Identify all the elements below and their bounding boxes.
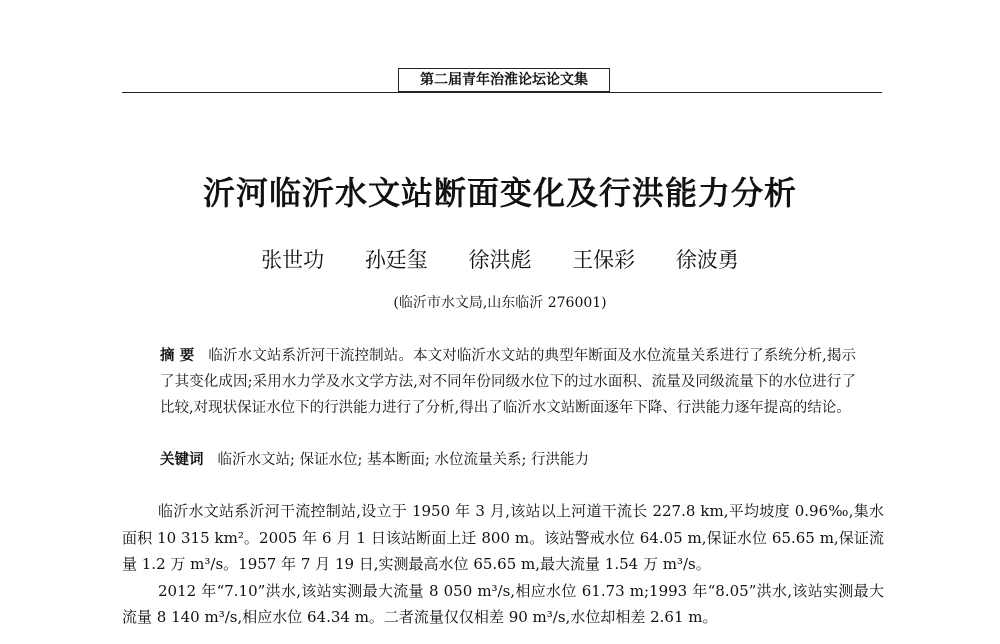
series-header: 第二届青年治淮论坛论文集 [398, 68, 610, 92]
author: 徐洪彪 [468, 248, 532, 272]
affiliation: (临沂市水文局,山东临沂 276001) [393, 295, 607, 311]
keywords-label: 关键词 [160, 452, 204, 468]
author: 徐波勇 [675, 248, 739, 272]
header-rule [122, 92, 882, 93]
author-list [0, 244, 1000, 274]
paper-title: 沂河临沂水文站断面变化及行洪能力分析 [202, 174, 797, 212]
abstract-text: 临沂水文站系沂河干流控制站。本文对临沂水文站的典型年断面及水位流量关系进行了系统分析,揭示了其变化成因;采用水力学及水文学方法,对不同年份同级水位下的过水面积、流量及同级流量下的水位进行了比较,对现状保证水位下的行洪能力进行了分析,得出了临沂水文站断面逐年下降、行洪能力逐年提高的结论。 [160, 348, 856, 416]
author: 孙廷玺 [364, 248, 428, 272]
body-text [122, 498, 884, 631]
abstract-label: 摘 要 [160, 348, 195, 364]
keywords [160, 447, 856, 473]
author: 王保彩 [572, 248, 636, 272]
author: 张世功 [261, 248, 325, 272]
body-paragraph: 临沂水文站系沂河干流控制站,设立于 1950 年 3 月,该站以上河道干流长 227.8 km,平均坡度 0.96‰,集水面积 10 315 km²。2005 年 6 月 1 日该站断面上迁 800 m。该站警戒水位 64.05 m,保证水位 65.65 m,保证流量 1.2 万 m³/s。1957 年 7 月 19 日,实测最高水位 65.65 m,最大流量 1.54 万 m³/s。 [122, 502, 884, 573]
keywords-text: 临沂水文站; 保证水位; 基本断面; 水位流量关系; 行洪能力 [217, 452, 589, 468]
abstract [160, 343, 856, 421]
body-paragraph: 2012 年“7.10”洪水,该站实测最大流量 8 050 m³/s,相应水位 61.73 m;1993 年“8.05”洪水,该站实测最大流量 8 140 m³/s,相应水位 64.34 m。二者流量仅仅相差 90 m³/s,水位却相差 2.61 m。 [122, 581, 884, 626]
